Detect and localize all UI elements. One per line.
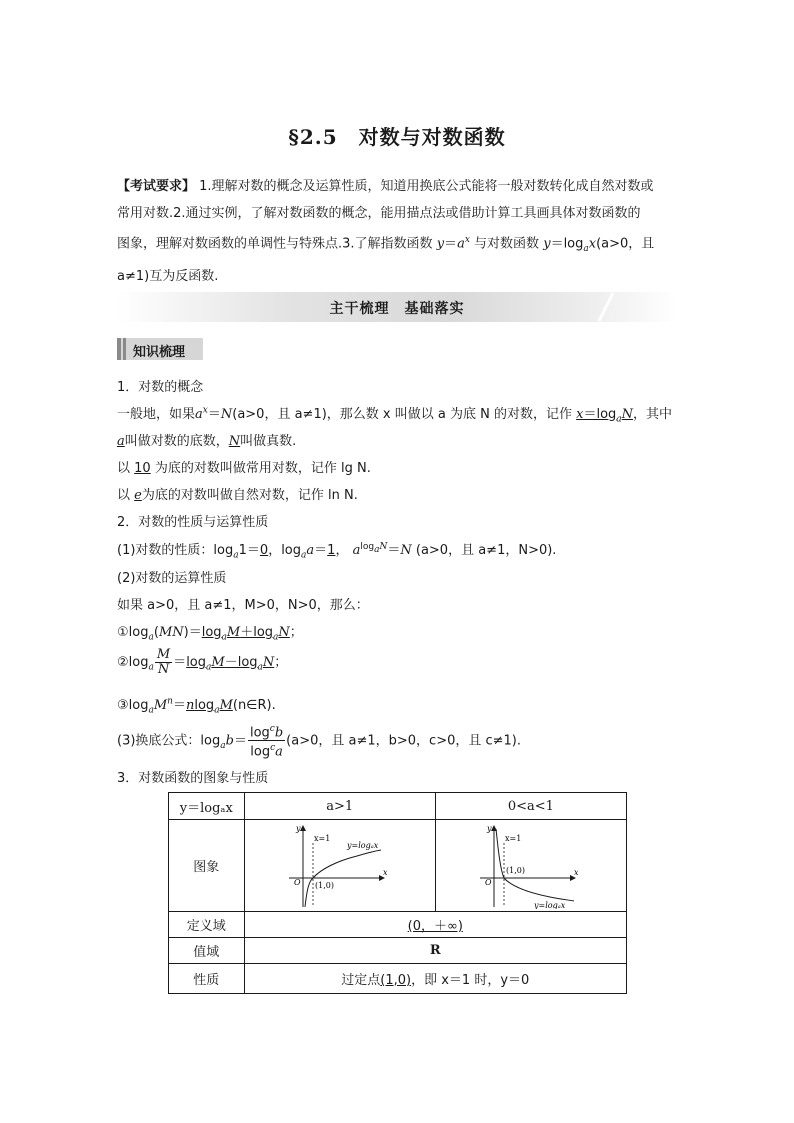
property-value: 过定点(1,0)，即 x＝1 时，y＝0	[244, 964, 626, 994]
log-notation: $x=\log_aN$	[576, 407, 634, 425]
graph-a-gt-1	[244, 820, 435, 912]
s2-heading: 2．对数的性质与运算性质	[117, 515, 269, 530]
fixed-point-label-2: (1,0)	[505, 865, 525, 875]
curve-label: y=logₐx	[346, 840, 378, 850]
origin-label-2: O	[484, 877, 492, 887]
x-axis-label-2: x	[573, 867, 579, 877]
decreasing-log-graph	[476, 823, 586, 909]
page-title: §2.5 对数与对数函数	[288, 125, 506, 149]
requirements-line3b: 与对数函数	[474, 236, 540, 252]
y-axis-label-2: y	[486, 823, 492, 833]
s3-heading: 3．对数函数的图象与性质	[117, 771, 269, 786]
requirements-line4: a≠1)互为反函数.	[117, 268, 219, 284]
row-property-label: 性质	[169, 964, 245, 994]
requirements-line2: 常用对数.2.通过实例，了解对数函数的概念，能用描点法或借助计算工具画具体对数函数的	[117, 206, 641, 221]
s2-rule3: $③\log_aM^n=nlog_aM(n\in R)$.	[117, 696, 276, 716]
s2-p2: (2)对数的运算性质	[117, 571, 227, 586]
s2-rule1: $①\log_a(MN)=\log_aM+\log_aN$；	[117, 625, 303, 643]
table-header-a-lt-1: 0<a<1	[435, 793, 626, 820]
requirements-tag: 【考试要求】	[117, 179, 196, 194]
section-banner	[117, 292, 677, 322]
knowledge-tag	[117, 338, 203, 360]
s1-heading: 1．对数的概念	[117, 380, 204, 395]
exp-function: y	[436, 236, 445, 252]
s2-p1: (1)对数的性质：$\log_a1=0$，$\log_aa=1$， $a^{log_aN}=N$ (a>0，且 a≠1，N>0).	[117, 541, 557, 561]
s1-p4: 以 e为底的对数叫做自然对数，记作 ln N.	[117, 488, 358, 503]
row-domain-label: 定义域	[169, 912, 245, 938]
x-axis-label: x	[382, 867, 388, 877]
table-header-fn: y＝logₐx	[169, 793, 245, 820]
graph-a-lt-1	[435, 820, 626, 912]
row-range-label: 值域	[169, 938, 245, 964]
row-graph-label: 图象	[169, 820, 245, 912]
fixed-point-label: (1,0)	[314, 880, 334, 890]
s2-p3: 如果 a>0，且 a≠1，M>0，N>0，那么：	[117, 598, 369, 613]
requirements-line1: 1.理解对数的概念及运算性质，知道用换底公式能将一般对数转化成自然对数或	[199, 179, 654, 194]
x-eq-1-label-2: x=1	[504, 833, 522, 843]
s1-p3: 以 10 为底的对数叫做常用对数，记作 lg N.	[117, 461, 371, 476]
curve-label-2: y=logₐx	[533, 900, 566, 909]
exam-requirements: 【考试要求】 1.理解对数的概念及运算性质，知道用换底公式能将一般对数转化成自然对数或 常用对数.2.通过实例，了解对数函数的概念，能用描点法或借助计算工具画具体对数函数的 图象，理解对数函数的单调性与特殊点.3.了解指数函数 $y=a^x$ 与对数函数 $y=\log_ax(a>0$，且 a≠1)互为反函数.	[117, 179, 655, 284]
table-header-a-gt-1: a>1	[244, 793, 435, 820]
increasing-log-graph	[285, 823, 395, 909]
y-axis-label: y	[295, 823, 301, 833]
requirements-line3: 图象，理解对数函数的单调性与特殊点.3.了解指数函数	[117, 236, 433, 252]
s1-p2: a叫做对数的底数，N叫做真数.	[117, 434, 297, 449]
s2-rule2: $②\log_a$ $\frac{M}{N}$ $=\log_aM-\log_aN$；	[117, 647, 288, 677]
s1-p1: 一般地，如果$a^x=N(a>0$，且 a≠1)，那么数 x 叫做以 a 为底 N 的对数，记作 $x=\log_aN$，其中	[117, 405, 673, 425]
log-function-table	[168, 792, 627, 994]
x-eq-1-label: x=1	[313, 833, 330, 843]
banner-slash-decoration	[597, 292, 677, 322]
range-value: R	[244, 938, 626, 964]
s2-p4: (3)换底公式：$\log_ab=$ $\frac{\log^cb}{\log^ca}$ (a>0，且 a≠1，b>0，c>0，且 c≠1).	[117, 724, 522, 760]
banner-label: 主干梳理 基础落实	[329, 301, 465, 317]
requirements-line3c: (a>0，且	[596, 236, 655, 252]
origin-label: O	[293, 877, 301, 887]
knowledge-tag-label: 知识梳理	[133, 345, 186, 360]
domain-value: (0，＋∞)	[244, 912, 626, 938]
